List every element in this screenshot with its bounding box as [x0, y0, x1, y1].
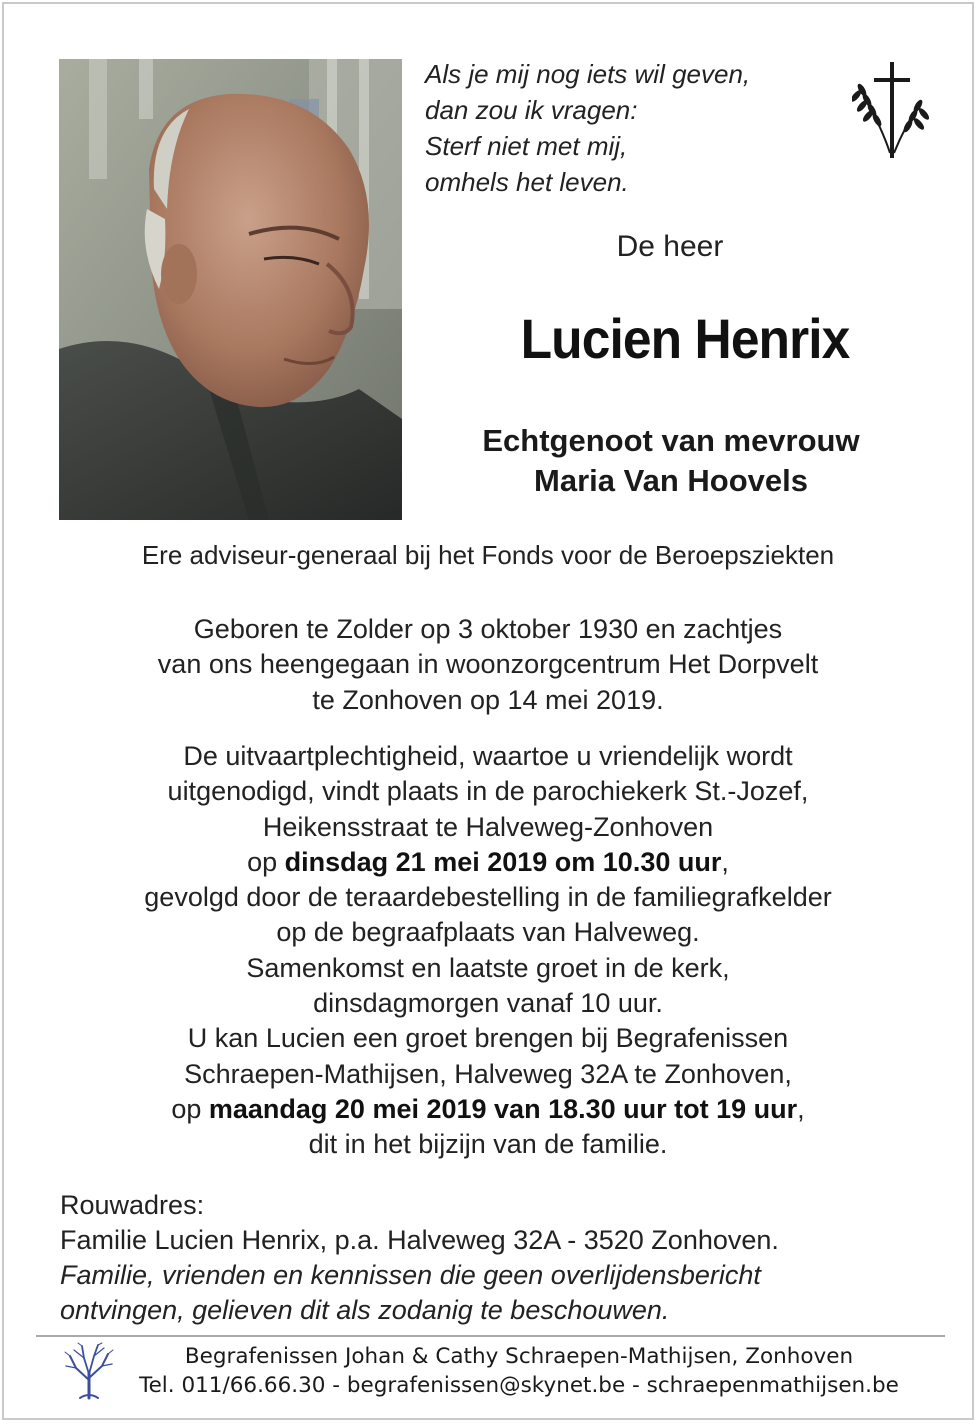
- text-line: dinsdagmorgen vanaf 10 uur.: [313, 988, 663, 1019]
- ceremony-date-line: [40, 845, 936, 880]
- funeral-home-contact: Tel. 011/66.66.30 - begrafenissen@skynet.be - schraepenmathijsen.be: [139, 1373, 899, 1398]
- birth-death-info: [40, 612, 936, 718]
- ceremony-info: [40, 739, 936, 1163]
- occupation: Ere adviseur-generaal bij het Fonds voor de Beroepsziekten: [141, 540, 835, 570]
- mourning-address: [60, 1188, 940, 1328]
- text-line: dit in het bijzijn van de familie.: [308, 1129, 668, 1160]
- text-line: van ons heengegaan in woonzorgcentrum Het Dorpvelt: [157, 649, 819, 680]
- cross-with-wheat-icon: [852, 58, 932, 160]
- text-line: Heikensstraat te Halveweg-Zonhoven: [262, 811, 714, 842]
- address-note: ontvingen, gelieven dit als zodanig te beschouwen.: [60, 1295, 670, 1325]
- portrait-photo: [59, 59, 402, 520]
- address-line: Familie Lucien Henrix, p.a. Halveweg 32A - 3520 Zonhoven.: [60, 1225, 779, 1255]
- text-line: Samenkomst en laatste groet in de kerk,: [246, 952, 730, 983]
- text-fragment: ,: [797, 1093, 805, 1124]
- poem-line: omhels het leven.: [425, 167, 629, 197]
- text-fragment: op: [171, 1093, 209, 1124]
- text-line: te Zonhoven op 14 mei 2019.: [312, 684, 664, 715]
- funeral-home-footer: [120, 1342, 918, 1400]
- funeral-home-name: Begrafenissen Johan & Cathy Schraepen-Mathijsen, Zonhoven: [184, 1344, 854, 1369]
- text-line: De uitvaartplechtigheid, waartoe u vriendelijk wordt: [183, 741, 793, 771]
- ceremony-date: dinsdag 21 mei 2019 om 10.30 uur: [284, 846, 722, 877]
- visitation-date: maandag 20 mei 2019 van 18.30 uur tot 19 uur: [208, 1093, 798, 1124]
- text-line: uitgenodigd, vindt plaats in de parochiekerk St.-Jozef,: [167, 776, 809, 807]
- title-prefix: De heer: [616, 230, 724, 263]
- address-note: Familie, vrienden en kennissen die geen overlijdensbericht: [60, 1260, 761, 1290]
- text-line: Geboren te Zolder op 3 oktober 1930 en zachtjes: [193, 614, 783, 644]
- spouse-name: Maria Van Hoovels: [534, 463, 808, 498]
- text-line: gevolgd door de teraardebestelling in de familiegrafkelder: [144, 882, 832, 913]
- spouse-info: [420, 421, 922, 501]
- text-fragment: ,: [721, 846, 729, 877]
- deceased-name: Lucien Henrix: [520, 307, 850, 370]
- poem-line: dan zou ik vragen:: [425, 95, 638, 125]
- poem-line: Als je mij nog iets wil geven,: [425, 59, 751, 89]
- visitation-date-line: [40, 1092, 936, 1127]
- tree-logo-icon: [62, 1342, 116, 1400]
- text-line: U kan Lucien een groet brengen bij Begrafenissen: [187, 1023, 789, 1054]
- text-line: op de begraafplaats van Halveweg.: [276, 917, 700, 948]
- text-fragment: op: [247, 846, 285, 877]
- footer-divider: [36, 1335, 945, 1337]
- poem: [425, 56, 845, 200]
- address-label: Rouwadres:: [60, 1190, 205, 1220]
- spouse-line: Echtgenoot van mevrouw: [482, 423, 860, 458]
- text-line: Schraepen-Mathijsen, Halveweg 32A te Zonhoven,: [184, 1058, 792, 1089]
- poem-line: Sterf niet met mij,: [425, 131, 628, 161]
